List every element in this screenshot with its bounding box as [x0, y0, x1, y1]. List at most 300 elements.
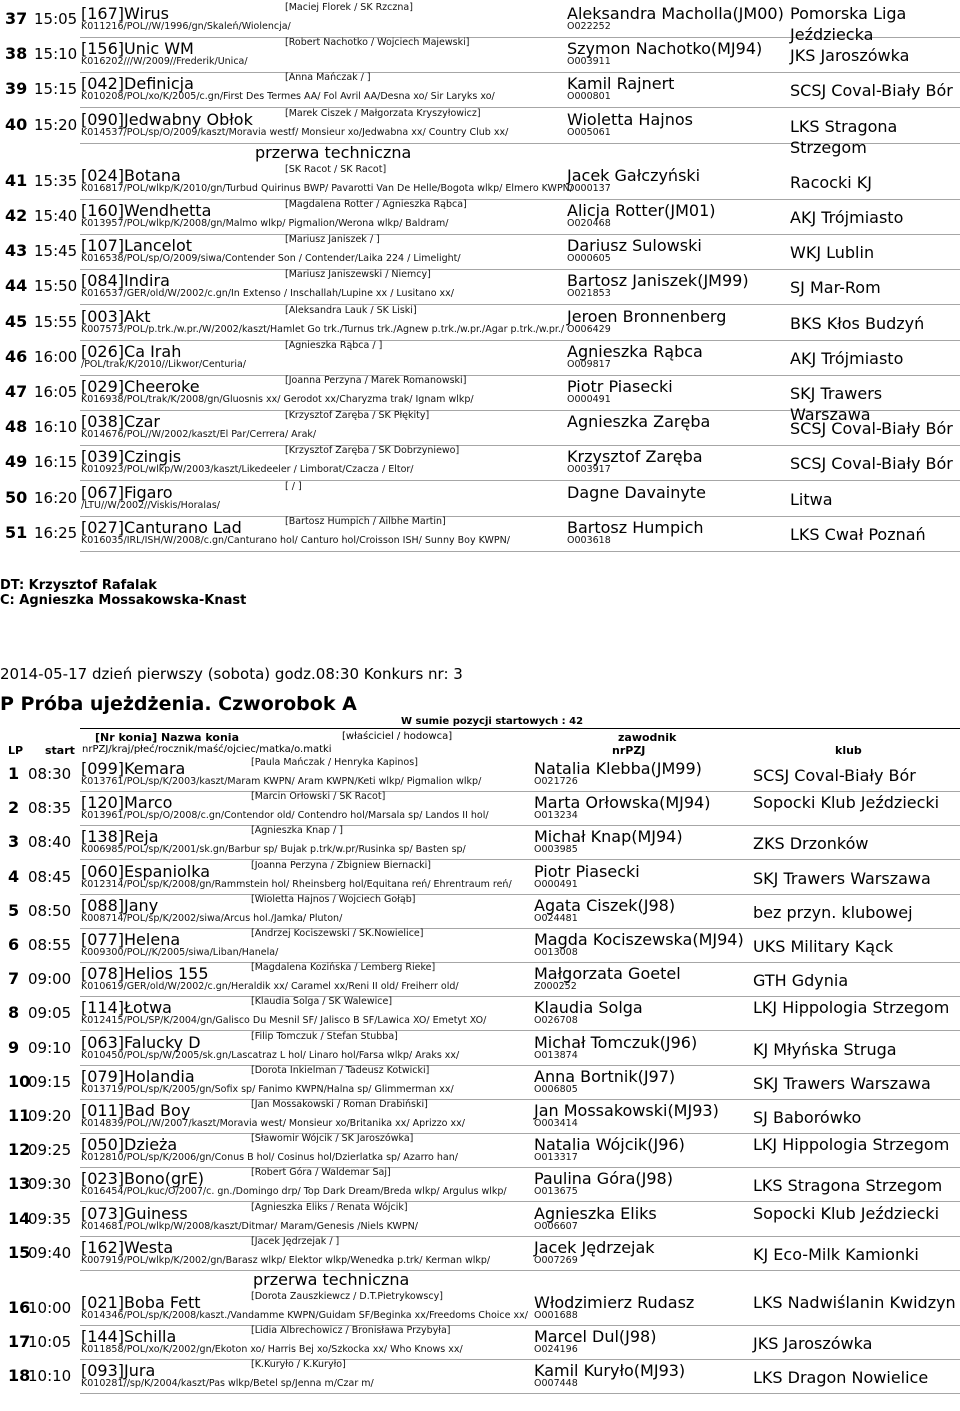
horse-owner: [Marcin Orłowski / SK Racot] [251, 791, 386, 803]
rider-name: Włodzimierz Rudasz [534, 1293, 695, 1312]
entry-row [0, 757, 960, 792]
entry-start-time: 15:15 [34, 80, 78, 99]
horse-name: [107]Lancelot [81, 236, 193, 256]
technical-break: przerwa techniczna [255, 142, 412, 162]
horse-owner: [Mariusz Janiszek / ] [285, 234, 380, 246]
club-name: SKJ Trawers Warszawa [753, 1073, 931, 1093]
horse-owner: [Agnieszka Eliks / Renata Wójcik] [251, 1201, 408, 1213]
entry-row [0, 1359, 960, 1394]
rider-name: Marcel Dul(J98) [534, 1327, 657, 1347]
club-name: SCSJ Coval-Biały Bór [790, 454, 953, 474]
horse-name: [114]Łotwa [81, 998, 172, 1018]
horse-details: K013761/POL/sp/K/2003/kaszt/Maram KWPN/ Aram KWPN/Keti wlkp/ Pigmalion wlkp/ [81, 776, 482, 787]
horse-name: [167]Wirus [81, 4, 169, 23]
row-divider [80, 1270, 960, 1271]
horse-owner: [Aleksandra Lauk / SK Liski] [285, 304, 417, 316]
horse-owner: [Krzysztof Zaręba / SK Płękity] [285, 410, 430, 422]
header-start: start [45, 744, 75, 757]
rider-name: Agnieszka Rąbca [567, 341, 703, 361]
entry-row [0, 1099, 960, 1134]
club-name: WKJ Lublin [790, 243, 875, 263]
entry-start-time: 16:15 [34, 453, 78, 472]
horse-owner: [Jacek Jędrzejak / ] [251, 1235, 340, 1247]
entry-start-time: 09:05 [28, 1004, 72, 1023]
entry-lp: 49 [5, 452, 28, 472]
horse-name: [160]Wendhetta [81, 201, 212, 220]
horse-name: [011]Bad Boy [81, 1101, 191, 1120]
horse-details: K010208/POL/xo/K/2005/c.gn/First Des Termes AA/ Fol Avril AA/Desna xo/ Sir Laryks xo/ [81, 91, 495, 103]
club-name: AKJ Trójmiasto [790, 208, 904, 227]
entry-row [0, 1325, 960, 1360]
row-divider [80, 551, 960, 552]
rider-name: Magda Kociszewska(MJ94) [534, 930, 744, 949]
entry-start-time: 15:35 [34, 171, 78, 190]
horse-details: K016938/POL/trak/K/2008/gn/Gluosnis xx/ Gerodot xx/Charyzma trak/ Ignam wlkp/ [81, 394, 474, 405]
entry-lp: 48 [5, 417, 28, 437]
club-name: SKJ Trawers Warszawa [753, 868, 931, 888]
entry-start-time: 15:55 [34, 312, 78, 331]
rider-id: O003911 [567, 56, 611, 68]
club-name: LKS Nadwiślanin Kwidzyn [753, 1293, 956, 1312]
rider-id: O005061 [567, 126, 611, 138]
rider-name: Szymon Nachotko(MJ94) [567, 39, 763, 59]
horse-name: [120]Marco [81, 793, 173, 813]
horse-name: [060]Espaniolka [81, 861, 211, 881]
horse-owner: [Magdalena Kozińska / Lemberg Rieke] [251, 962, 436, 974]
entry-start-time: 09:25 [28, 1141, 72, 1160]
entry-row [0, 791, 960, 826]
horse-details: K011216/POL//W/1996/gn/Skaleń/Wiolencja/ [81, 21, 291, 32]
horse-name: [026]Ca Irah [81, 341, 182, 361]
horse-name: [063]Falucky D [81, 1032, 201, 1052]
entry-start-time: 15:45 [34, 242, 78, 261]
horse-owner: [Bartosz Humpich / Ailbhe Martin] [285, 515, 446, 527]
rider-id: O000605 [567, 253, 611, 265]
entry-start-time: 16:00 [34, 347, 78, 366]
horse-owner: [Robert Góra / Waldemar Saj] [251, 1167, 391, 1179]
rider-name: Piotr Piasecki [534, 861, 640, 881]
entry-start-time: 08:45 [28, 867, 72, 886]
club-name: SKJ Trawers Warszawa [790, 384, 883, 424]
entry-row [0, 860, 960, 895]
horse-details: K010923/POL/wlkp/W/2003/kaszt/Likedeeler / Limborat/Czacza / Eltor/ [81, 464, 414, 476]
rider-name: Kamil Kuryło(MJ93) [534, 1361, 686, 1381]
horse-details: K014676/POL//W/2002/kaszt/El Par/Cerrera/ Arak/ [81, 429, 317, 441]
club-name: Sopocki Klub Jeździecki [753, 793, 940, 813]
entry-row [0, 340, 960, 376]
entry-lp: 3 [8, 832, 20, 852]
rider-id: O000137 [567, 182, 611, 194]
club-name: SCSJ Coval-Biały Bór [790, 419, 953, 439]
entry-row [0, 1167, 960, 1202]
entry-start-time: 15:10 [34, 45, 78, 64]
horse-details: K007573/POL/p.trk./w.pr./W/2002/kaszt/Hamlet Go trk./Turnus trk./Agnew p.trk./w.pr./Agar p.trk./w.pr./ [81, 323, 565, 335]
rider-name: Bartosz Janiszek(JM99) [567, 271, 749, 291]
entry-row [0, 962, 960, 997]
rider-id: O006429 [567, 323, 611, 335]
entry-row [0, 164, 960, 200]
club-name: SJ Mar-Rom [790, 278, 881, 298]
horse-owner: [Anna Mańczak / ] [285, 72, 371, 84]
rider-name: Alicja Rotter(JM01) [567, 201, 716, 220]
rider-id: O013874 [534, 1049, 578, 1061]
entry-lp: 15 [8, 1242, 31, 1262]
entry-start-time: 09:15 [28, 1072, 72, 1091]
entry-start-time: 16:25 [34, 523, 78, 542]
horse-name: [039]Czingis [81, 447, 182, 467]
club-name: JKS Jaroszówka [790, 46, 910, 66]
entry-lp: 8 [8, 1003, 20, 1023]
rider-name: Piotr Piasecki [567, 377, 673, 396]
rider-id: O000801 [567, 91, 611, 103]
header-rider: zawodnik [618, 731, 677, 744]
entry-row [0, 445, 960, 481]
horse-details: K016538/POL/sp/O/2009/siwa/Contender Son / Contender/Laika 224 / Limelight/ [81, 253, 461, 265]
entry-start-time: 16:10 [34, 418, 78, 437]
entry-row [0, 928, 960, 963]
club-name: Litwa [790, 489, 833, 509]
rider-name: Paulina Góra(J98) [534, 1169, 673, 1189]
row-divider [80, 1393, 960, 1394]
horse-name: [090]Jedwabny Obłok [81, 109, 253, 129]
entry-row [0, 825, 960, 860]
rider-name: Dariusz Sulowski [567, 236, 702, 256]
entry-start-time: 10:05 [28, 1333, 72, 1352]
club-name: Pomorska Liga Jeździecka [790, 4, 907, 44]
rider-id: O003618 [567, 534, 611, 546]
rider-name: Michał Tomczuk(J96) [534, 1032, 698, 1052]
horse-details: K010450/POL/sp/W/2005/sk.gn/Lascatraz L hol/ Linaro hol/Farsa wlkp/ Araks xx/ [81, 1049, 460, 1061]
horse-owner: [Robert Nachotko / Wojciech Majewski] [285, 37, 470, 49]
club-name: GTH Gdynia [753, 971, 849, 991]
horse-name: [093]Jura [81, 1361, 156, 1381]
rider-id: O003985 [534, 844, 578, 856]
entry-row [0, 1133, 960, 1168]
horse-details: K014839/POL//W/2007/kaszt/Moravia west/ Monsieur xo/Britanika xx/ Aprizzo xx/ [81, 1118, 465, 1129]
horse-owner: [Marek Ciszek / Małgorzata Kryszyłowicz] [285, 107, 481, 119]
entry-lp: 40 [5, 114, 28, 134]
entry-row [0, 1031, 960, 1066]
club-name: Racocki KJ [790, 172, 872, 192]
rider-id: O024196 [534, 1344, 578, 1356]
entry-lp: 42 [5, 206, 28, 225]
rider-id: O026708 [534, 1015, 578, 1027]
entry-lp: 44 [5, 276, 28, 296]
entry-start-time: 08:30 [28, 765, 72, 783]
entry-start-time: 16:20 [34, 488, 78, 507]
horse-name: [038]Czar [81, 412, 160, 432]
horse-name: [050]Dzieża [81, 1135, 178, 1155]
horse-details: K014346/POL/sp/K/2008/kaszt./Vandamme KWPN/Guidam SF/Beginka xx/Freedoms Choice xx/ [81, 1310, 528, 1321]
horse-details: K016817/POL/wlkp/K/2010/gn/Turbud Quirinus BWP/ Pavarotti Van De Helle/Bogota wlkp/ Elmero KWPN/ [81, 182, 573, 194]
entry-lp: 10 [8, 1071, 31, 1091]
header-club: klub [835, 744, 862, 757]
club-name: SCSJ Coval-Biały Bór [753, 766, 916, 785]
horse-owner: [K.Kuryło / K.Kuryło] [251, 1359, 346, 1371]
entry-lp: 39 [5, 79, 28, 99]
entry-start-time: 10:00 [28, 1299, 72, 1317]
entry-row [0, 516, 960, 552]
club-name: LKS Stragona Strzegom [753, 1176, 943, 1196]
rider-name: Aleksandra Macholla(JM00) [567, 4, 784, 23]
rider-name: Anna Bortnik(J97) [534, 1066, 676, 1086]
rider-name: Natalia Klebba(JM99) [534, 759, 702, 778]
club-name: UKS Military Kąck [753, 937, 894, 956]
rider-id: O000491 [534, 878, 578, 890]
entry-row [0, 305, 960, 341]
horse-owner: [Magdalena Rotter / Agnieszka Rąbca] [285, 199, 467, 210]
entry-start-time: 15:05 [34, 10, 78, 28]
horse-owner: [Lidia Albrechowicz / Bronisława Przybyła] [251, 1325, 451, 1337]
horse-details: K013719/POL/sp/K/2005/gn/Sofix sp/ Fanimo KWPN/Halna sp/ Glimmerman xx/ [81, 1083, 454, 1095]
horse-details: K014537/POL/sp/O/2009/kaszt/Moravia westf/ Monsieur xo/Jedwabna xx/ Country Club xx/ [81, 126, 509, 138]
entry-row [0, 199, 960, 235]
horse-details: K008714/POL/sp/K/2002/siwa/Arcus hol./Jamka/ Pluton/ [81, 912, 343, 924]
row-divider [80, 143, 960, 144]
horse-details: K006985/POL/sp/K/2001/sk.gn/Barbur sp/ Bujak p.trk/w.pr/Rusinka sp/ Basten sp/ [81, 844, 466, 856]
entry-start-time: 08:35 [28, 799, 72, 818]
horse-details: K016202///W/2009//Frederik/Unica/ [81, 56, 248, 68]
rider-name: Natalia Wójcik(J96) [534, 1135, 685, 1155]
horse-owner: [Klaudia Solga / SK Walewice] [251, 996, 393, 1008]
horse-name: [162]Westa [81, 1237, 174, 1257]
header-lp: LP [8, 744, 24, 757]
horse-details: K013961/POL/sp/O/2008/c.gn/Contendor old/ Contendro hol/Marsala sp/ Landos II hol/ [81, 810, 489, 822]
rider-id: O022252 [567, 21, 611, 32]
horse-owner: [Sławomir Wójcik / SK Jaroszówka] [251, 1133, 414, 1145]
entry-row [0, 481, 960, 517]
entry-start-time: 10:10 [28, 1367, 72, 1386]
horse-owner: [ / ] [285, 480, 302, 492]
horse-details: K010281//sp/K/2004/kaszt/Pas wlkp/Betel sp/Jenna m/Czar m/ [81, 1378, 374, 1390]
entry-row [0, 996, 960, 1031]
rider-name: Agnieszka Eliks [534, 1203, 657, 1223]
rider-id: O006607 [534, 1220, 578, 1232]
entry-lp: 41 [5, 170, 28, 190]
rider-id: O020468 [567, 218, 611, 229]
horse-name: [079]Holandia [81, 1066, 195, 1086]
horse-name: [027]Canturano Lad [81, 517, 242, 537]
horse-details: K009300/POL//K/2005/siwa/Liban/Hanela/ [81, 947, 279, 958]
header-horse: [Nr konia] Nazwa konia [95, 731, 239, 744]
entry-lp: 37 [5, 9, 28, 28]
rider-id: O007448 [534, 1378, 578, 1390]
entry-lp: 45 [5, 311, 28, 331]
rider-name: Dagne Davainyte [567, 482, 706, 502]
horse-details: K014681/POL/wlkp/W/2008/kaszt/Ditmar/ Maram/Genesis /Niels KWPN/ [81, 1220, 418, 1232]
rider-name: Agnieszka Zaręba [567, 412, 711, 432]
rider-id: O000491 [567, 394, 611, 405]
entry-lp: 18 [8, 1366, 31, 1386]
horse-name: [077]Helena [81, 930, 181, 949]
rider-id: O013675 [534, 1186, 578, 1198]
rider-name: Małgorzata Goetel [534, 964, 681, 984]
entry-row [0, 72, 960, 108]
entry-lp: 5 [8, 900, 20, 920]
horse-owner: [Joanna Perzyna / Marek Romanowski] [285, 375, 467, 386]
rider-id: O009817 [567, 358, 611, 370]
entry-lp: 4 [8, 866, 20, 886]
horse-details: K012314/POL/sp/K/2008/gn/Rammstein hol/ Rheinsberg hol/Equitana reń/ Ehrentraum reń/ [81, 878, 512, 890]
horse-name: [084]Indira [81, 271, 170, 291]
horse-details: K012810/POL/sp/K/2006/gn/Conus B hol/ Cosinus hol/Dzierlatka sp/ Azarro han/ [81, 1152, 458, 1164]
rider-id: O024481 [534, 912, 578, 924]
club-name: JKS Jaroszówka [753, 1334, 873, 1354]
entry-lp: 46 [5, 346, 28, 366]
horse-details: K016454/POL/kuc/O/2007/c. gn./Domingo drp/ Top Dark Dream/Breda wlkp/ Argulus wlkp/ [81, 1186, 507, 1198]
entry-lp: 43 [5, 241, 28, 261]
horse-name: [029]Cheeroke [81, 377, 200, 396]
horse-details: K016035/IRL/ISH/W/2008/c.gn/Canturano hol/ Canturo hol/Croisson ISH/ Sunny Boy KWPN/ [81, 534, 510, 546]
entry-lp: 38 [5, 44, 28, 64]
horse-name: [156]Unic WM [81, 39, 194, 59]
horse-details: /POL/trak/K/2010//Likwor/Centuria/ [81, 358, 246, 370]
entry-row [0, 1291, 960, 1326]
entry-row [0, 234, 960, 270]
header-rider-id: nrPZJ [612, 744, 646, 757]
entry-row [0, 37, 960, 73]
horse-name: [003]Akt [81, 306, 151, 326]
rider-id: O013008 [534, 947, 578, 958]
horse-owner: [Filip Tomczuk / Stefan Stubba] [251, 1030, 398, 1042]
horse-owner: [Krzysztof Zaręba / SK Dobrzyniewo] [285, 445, 460, 457]
rider-id: O013234 [534, 810, 578, 822]
technical-break: przerwa techniczna [253, 1270, 410, 1289]
rider-id: O021853 [567, 288, 611, 300]
club-name: BKS Kłos Budzyń [790, 313, 925, 333]
horse-name: [078]Helios 155 [81, 964, 209, 984]
horse-owner: [Jan Mossakowski / Roman Drabiński] [251, 1099, 428, 1110]
club-name: LKJ Hippologia Strzegom [753, 1135, 950, 1155]
club-name: bez przyn. klubowej [753, 902, 913, 922]
entry-start-time: 08:40 [28, 833, 72, 852]
entry-lp: 12 [8, 1140, 31, 1160]
rider-name: Jacek Jędrzejak [534, 1237, 655, 1257]
horse-details: K010619/GER/old/W/2002/c.gn/Heraldik xx/ Caramel xx/Reni II old/ Freiherr old/ [81, 981, 459, 993]
rider-name: Jan Mossakowski(MJ93) [534, 1101, 719, 1120]
horse-details: K013957/POL/wlkp/K/2008/gn/Malmo wlkp/ Pigmalion/Werona wlkp/ Baldram/ [81, 218, 449, 229]
horse-owner: [Paula Mańczak / Henryka Kapinos] [251, 757, 418, 768]
entry-start-time: 16:05 [34, 383, 78, 401]
entry-start-time: 08:55 [28, 936, 72, 954]
entry-lp: 17 [8, 1332, 31, 1352]
entry-lp: 13 [8, 1174, 31, 1194]
entry-lp: 51 [5, 522, 28, 542]
rider-id: O006805 [534, 1083, 578, 1095]
entry-lp: 1 [8, 764, 20, 783]
rider-id: O021726 [534, 776, 578, 787]
rider-name: Krzysztof Zaręba [567, 447, 703, 467]
club-name: SCSJ Coval-Biały Bór [790, 81, 953, 101]
horse-owner: [Agnieszka Knap / ] [251, 825, 343, 837]
horse-owner: [Mariusz Janiszewski / Niemcy] [285, 269, 431, 281]
horse-owner: [Dorota Inkielman / Tadeusz Kotwicki] [251, 1064, 430, 1076]
entry-lp: 2 [8, 798, 20, 818]
positions-total: W sumie pozycji startowych : 42 [401, 716, 584, 727]
entry-start-time: 09:10 [28, 1038, 72, 1057]
horse-owner: [Agnieszka Rąbca / ] [285, 339, 383, 351]
header-details: nrPZJ/kraj/płeć/rocznik/maść/ojciec/matka/o.matki [82, 744, 332, 755]
entry-row [0, 410, 960, 446]
rider-name: Klaudia Solga [534, 998, 643, 1018]
entry-start-time: 09:35 [28, 1209, 72, 1228]
entry-lp: 50 [5, 487, 28, 507]
club-name: ZKS Drzonków [753, 834, 869, 854]
horse-name: [073]Guiness [81, 1203, 188, 1223]
entry-lp: 16 [8, 1298, 31, 1317]
horse-owner: [Andrzej Kociszewski / SK.Nowielice] [251, 928, 424, 939]
horse-name: [067]Figaro [81, 482, 173, 502]
rider-name: Wioletta Hajnos [567, 109, 693, 129]
club-name: LKJ Hippologia Strzegom [753, 998, 950, 1018]
rider-id: O007269 [534, 1254, 578, 1266]
entry-start-time: 15:40 [34, 207, 78, 225]
rider-name: Michał Knap(MJ94) [534, 827, 683, 847]
entry-lp: 47 [5, 382, 28, 401]
club-name: Sopocki Klub Jeździecki [753, 1203, 940, 1223]
rider-id: O013317 [534, 1152, 578, 1164]
entry-row [0, 894, 960, 929]
entry-lp: 7 [8, 969, 20, 989]
rider-id: O003917 [567, 464, 611, 476]
entry-row [0, 1236, 960, 1271]
club-name: KJ Młyńska Struga [753, 1039, 897, 1059]
horse-name: [023]Bono(grE) [81, 1169, 205, 1189]
horse-details: K011858/POL/xo/K/2002/gn/Ekoton xo/ Harris Bej xo/Szkocka xx/ Who Knows xx/ [81, 1344, 463, 1356]
horse-name: [138]Reja [81, 827, 159, 847]
entry-start-time: 09:30 [28, 1175, 72, 1194]
judge-c: C: Agnieszka Mossakowska-Knast [0, 593, 247, 608]
horse-name: [021]Boba Fett [81, 1293, 201, 1312]
horse-name: [024]Botana [81, 165, 181, 185]
competition-title: P Próba ujeżdżenia. Czworobok A [0, 693, 357, 715]
entry-start-time: 09:00 [28, 970, 72, 989]
entry-start-time: 09:20 [28, 1107, 72, 1125]
entry-lp: 14 [8, 1208, 31, 1228]
horse-details: K012415/POL/SP/K/2004/gn/Galisco Du Mesnil SF/ Jalisco B SF/Lawica XO/ Emetyt XO/ [81, 1015, 487, 1027]
entry-start-time: 15:20 [34, 115, 78, 134]
horse-name: [099]Kemara [81, 759, 186, 778]
horse-name: [088]Jany [81, 895, 159, 915]
rider-id: Z000252 [534, 981, 577, 993]
club-name: KJ Eco-Milk Kamionki [753, 1244, 919, 1264]
horse-name: [144]Schilla [81, 1327, 177, 1347]
club-name: LKS Stragona Strzegom [790, 116, 898, 157]
header-owner: [właściciel / hodowca] [342, 731, 453, 742]
rider-name: Marta Orłowska(MJ94) [534, 793, 711, 813]
header-top-line [80, 728, 960, 729]
rider-name: Jeroen Bronnenberg [567, 306, 727, 326]
entry-start-time: 09:40 [28, 1243, 72, 1262]
entry-lp: 11 [8, 1106, 31, 1125]
entry-start-time: 08:50 [28, 901, 72, 920]
club-name: SJ Baborówko [753, 1108, 862, 1127]
entry-row [0, 1202, 960, 1237]
horse-owner: [Joanna Perzyna / Zbigniew Biernacki] [251, 859, 432, 871]
entry-row [0, 269, 960, 305]
rider-name: Bartosz Humpich [567, 517, 704, 537]
horse-owner: [Maciej Florek / SK Rzczna] [285, 2, 413, 13]
rider-id: O001688 [534, 1310, 578, 1321]
horse-name: [042]Definicja [81, 74, 194, 94]
horse-owner: [SK Racot / SK Racot] [285, 163, 387, 175]
judge-dt: DT: Krzysztof Rafalak [0, 578, 157, 593]
horse-details: /LTU//W/2002//Viskis/Horalas/ [81, 499, 220, 511]
horse-details: K016537/GER/old/W/2002/c.gn/In Extenso / Inschallah/Lupine xx / Lusitano xx/ [81, 288, 454, 300]
club-name: LKS Dragon Nowielice [753, 1368, 929, 1388]
rider-name: Agata Ciszek(J98) [534, 895, 676, 915]
rider-name: Jacek Gałczyński [567, 165, 701, 185]
